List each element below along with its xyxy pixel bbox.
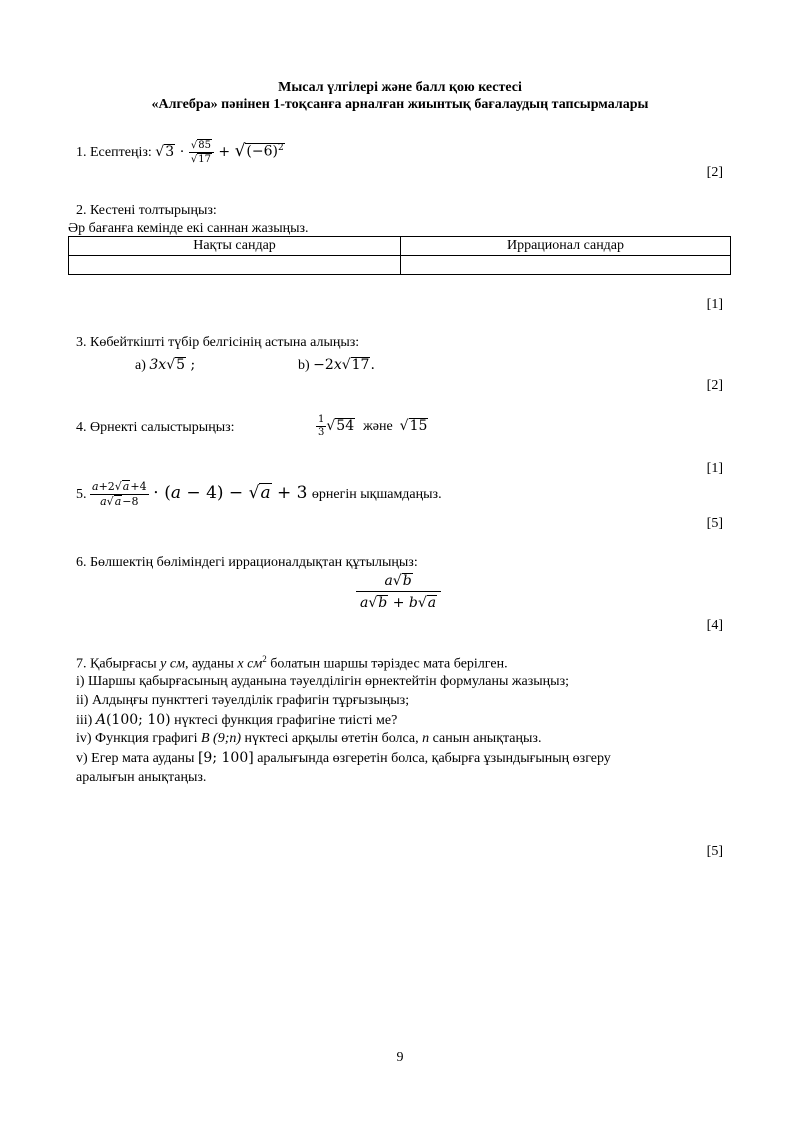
question-7-intro-a: 7. Қабырғасы [76, 656, 157, 672]
table-cell-real[interactable] [69, 256, 401, 275]
question-4-text: 4. Өрнекті салыстырыңыз: [76, 420, 235, 435]
page-title-line2: «Алгебра» пәнінен 1-тоқсанға арналған жиынтық бағалаудың тапсырмалары [151, 97, 649, 112]
question-5 [76, 480, 442, 508]
question-1-mark: [2] [706, 165, 723, 180]
question-6-fraction: $\frac{a√b}{a√b + b√a}$ [356, 573, 441, 612]
question-7-v-b: аралығында өзгеретін болса, қабырға ұзындығының өзгеру [257, 751, 611, 766]
question-3-a-label: a) [135, 358, 146, 373]
question-1 [76, 139, 285, 165]
question-4-and: және [363, 419, 393, 434]
question-6-text: 6. Бөлшектің бөліміндегі иррационалдықтан құтылыңыз: [76, 555, 418, 570]
table-cell-irrational[interactable] [401, 256, 731, 275]
question-4-expression: $\frac{1}{3}$ √54 және √15 [318, 414, 428, 438]
question-3-a [135, 357, 195, 374]
page-title-line1: Мысал үлгілері және балл қою кестесі [278, 80, 522, 95]
question-7-iv-point: В (9;n) [200, 731, 242, 746]
question-2-table [68, 236, 731, 275]
question-3-b [298, 357, 375, 374]
page-number: 9 [396, 1050, 404, 1065]
question-7-v-a: v) Егер мата ауданы [76, 751, 195, 766]
question-7-iv-c: санын анықтаңыз. [432, 731, 542, 746]
question-7-v: v) Егер мата ауданы [9; 100] аралығында өзгеретін болса, қабырға ұзындығының өзгеру [76, 750, 611, 766]
question-2-title: 2. Кестені толтырыңыз: [76, 203, 217, 218]
question-7-var-y: у см [160, 656, 186, 672]
question-6-mark: [4] [706, 618, 723, 633]
question-7-iv-n: n [422, 731, 430, 746]
question-7-i: i) Шаршы қабырғасының ауданына тәуелділігін өрнектейтін формуланы жазыңыз; [76, 674, 570, 689]
table-header-irrational: Иррационал сандар [401, 237, 731, 256]
question-5-number: 5. [76, 487, 87, 503]
question-7-iv [76, 731, 541, 747]
question-7-mark: [5] [706, 844, 723, 859]
question-5-expression: $\frac{a+2√a+4}{a√a-8}$ ⋅ (a − 4) − √a + 3 [92, 480, 308, 508]
question-3-b-expression: −2x√17. [313, 357, 375, 373]
question-5-text: өрнегін ықшамдаңыз. [311, 487, 442, 503]
question-3-mark: [2] [706, 378, 723, 393]
question-7-intro [76, 654, 508, 673]
question-7-iii: iii) A(100; 10) нүктесі функция графигіне тиісті ме? [76, 712, 398, 728]
question-5-mark: [5] [706, 516, 723, 531]
question-1-text: 1. Есептеңіз: [76, 145, 152, 160]
question-7-iii-text: нүктесі функция графигіне тиісті ме? [174, 713, 398, 728]
question-3-a-expression: 3x√5 ; [149, 357, 196, 373]
question-7-ii: ii) Алдыңғы пункттегі тәуелділік графигін тұрғызыңыз; [76, 693, 410, 708]
question-7-iv-b: нүктесі арқылы өтетін болса, [244, 731, 419, 746]
question-7-intro-c: болатын шаршы тәріздес мата берілген. [270, 656, 508, 672]
question-7-intro-b: , ауданы [185, 656, 234, 672]
question-7-var-x: х см [237, 656, 263, 672]
table-header-real: Нақты сандар [69, 237, 401, 256]
question-2-subtitle: Әр бағанға кемінде екі саннан жазыңыз. [68, 221, 309, 236]
question-7-iv-a: iv) Функция графигі [76, 731, 198, 746]
question-7-sup: 2 [262, 654, 267, 664]
question-1-expression: √3 ⋅ $\frac{√85}{√17}$ + $√(-6)^2$ [155, 140, 284, 165]
question-4-mark: [1] [706, 461, 723, 476]
question-2-mark: [1] [706, 297, 723, 312]
question-7-v-line2: аралығын анықтаңыз. [76, 770, 207, 785]
question-3-b-label: b) [298, 358, 310, 373]
question-3-text: 3. Көбейткішті түбір белгісінің астына алыңыз: [76, 335, 360, 350]
